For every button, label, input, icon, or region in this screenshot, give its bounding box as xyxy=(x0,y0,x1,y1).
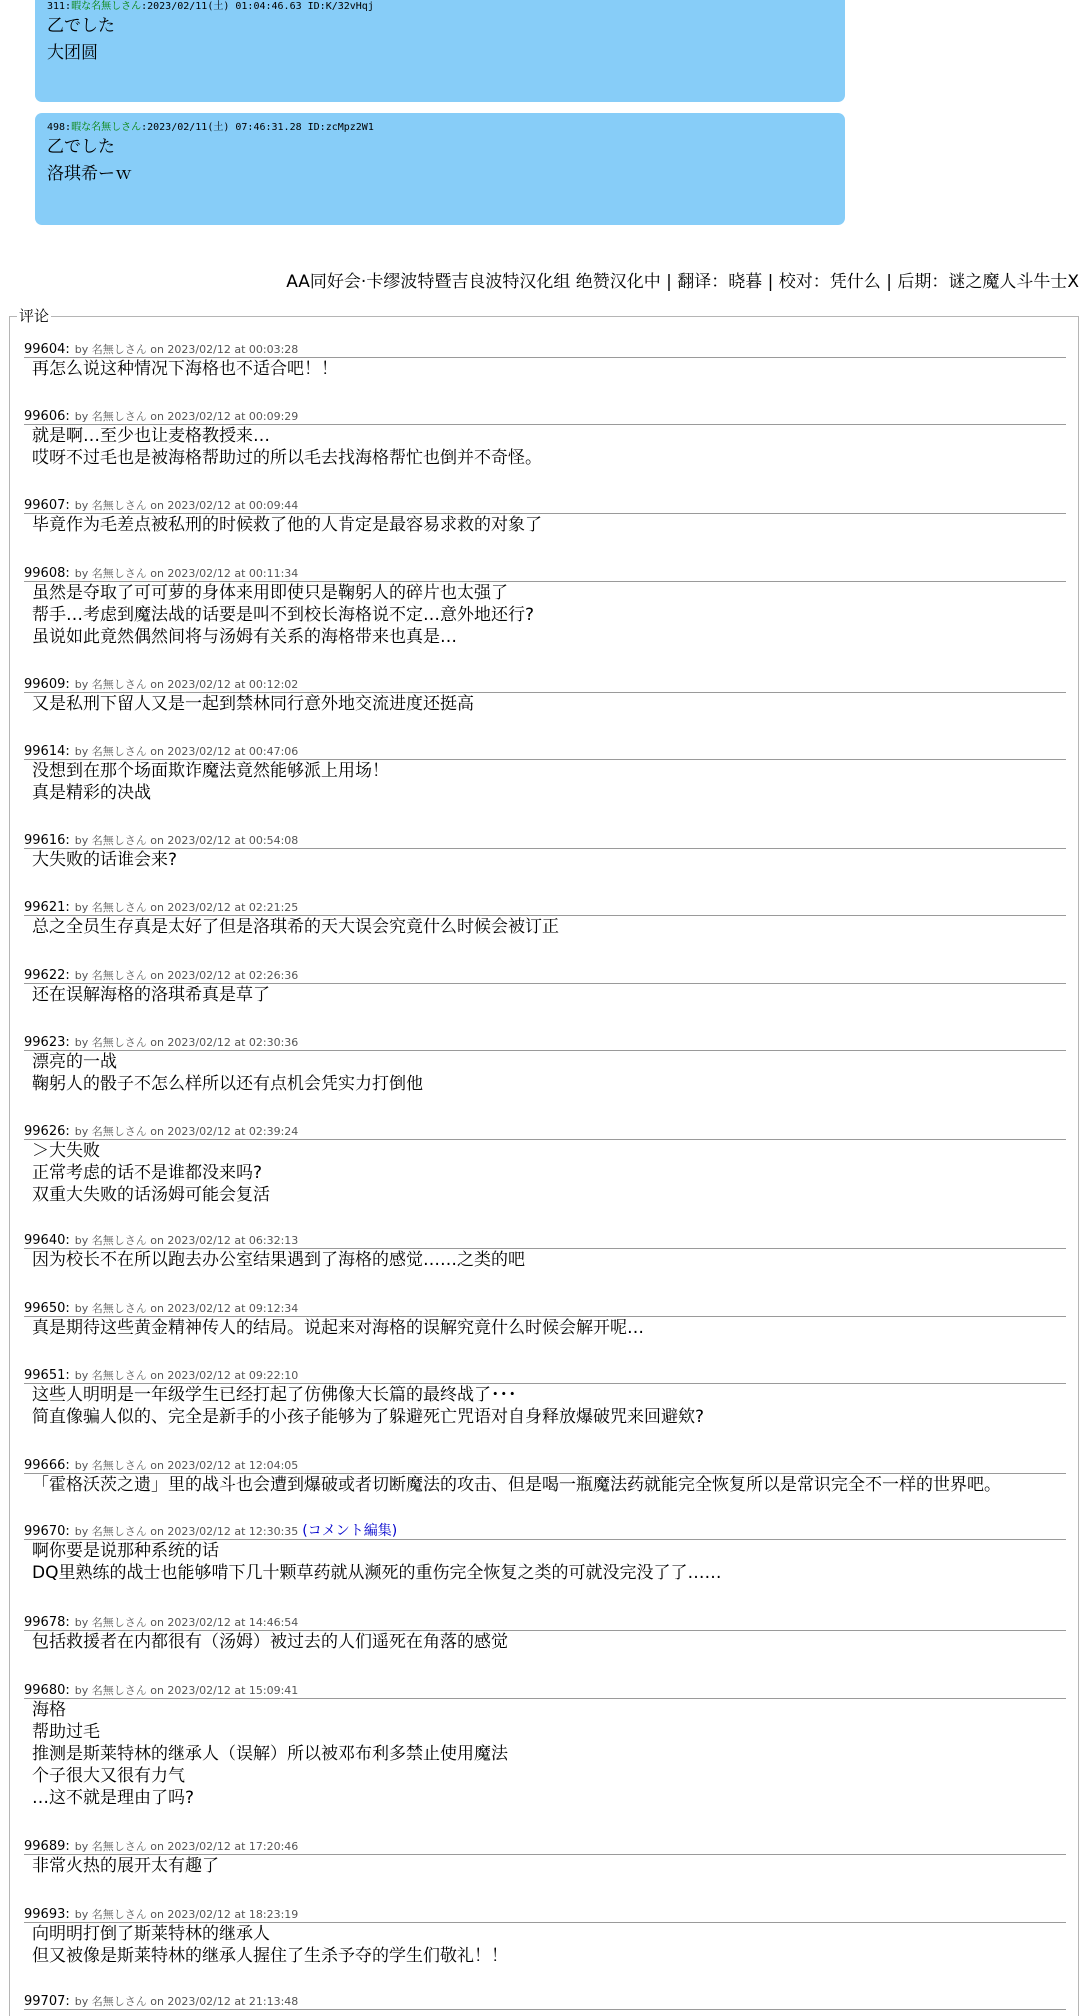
comment-number: 99616: xyxy=(24,833,70,848)
comment-line: DQ里熟练的战士也能够啃下几十颗草药就从濒死的重伤完全恢复之类的可就没完没了了…… xyxy=(32,1563,722,1583)
comment-line: 帮手…考虑到魔法战的话要是叫不到校长海格说不定…意外地还行? xyxy=(32,605,535,625)
comment-item xyxy=(24,1615,1066,1653)
post-card xyxy=(35,113,845,225)
comment-number: 99622: xyxy=(24,968,70,983)
comment-header xyxy=(24,1994,1066,2010)
comment-header xyxy=(24,968,1066,984)
comment-number: 99626: xyxy=(24,1124,70,1139)
comment-header xyxy=(24,342,1066,358)
comment-meta: by 名無しさん on 2023/02/12 at 12:04:05 xyxy=(74,1459,299,1472)
comment-item xyxy=(24,744,1066,804)
comment-meta: by 名無しさん on 2023/02/12 at 00:12:02 xyxy=(74,678,299,691)
comment-meta: by 名無しさん on 2023/02/12 at 15:09:41 xyxy=(74,1684,299,1697)
comment-line: 漂亮的一战 xyxy=(32,1052,117,1072)
comment-line: 海格 xyxy=(32,1700,66,1720)
comment-item xyxy=(24,1233,1066,1271)
comment-line: 「霍格沃茨之遗」里的战斗也会遭到爆破或者切断魔法的攻击、但是喝一瓶魔法药就能完全恢复所以是常识完全不一样的世界吧。 xyxy=(32,1475,1001,1495)
comment-meta: by 名無しさん on 2023/02/12 at 09:22:10 xyxy=(74,1369,299,1382)
comment-number: 99680: xyxy=(24,1683,70,1698)
comment-item xyxy=(24,1458,1066,1496)
comment-header xyxy=(24,1035,1066,1051)
comment-header xyxy=(24,1368,1066,1384)
comment-meta: by 名無しさん on 2023/02/12 at 18:23:19 xyxy=(74,1908,299,1921)
comment-number: 99614: xyxy=(24,744,70,759)
comment-meta: by 名無しさん on 2023/02/12 at 00:54:08 xyxy=(74,834,299,847)
comment-item xyxy=(24,566,1066,648)
comment-line: 推测是斯莱特林的继承人（误解）所以被邓布利多禁止使用魔法 xyxy=(32,1744,508,1764)
post-line: 乙でした xyxy=(47,16,115,36)
comment-line: 简直像骗人似的、完全是新手的小孩子能够为了躲避死亡咒语对自身释放爆破咒来回避欸? xyxy=(32,1407,705,1427)
comment-item xyxy=(24,900,1066,938)
comment-number: 99621: xyxy=(24,900,70,915)
post-line: 大团圆 xyxy=(47,43,98,63)
comment-line: …这不就是理由了吗? xyxy=(32,1788,195,1808)
comment-header xyxy=(24,677,1066,693)
comment-line: 没想到在那个场面欺诈魔法竟然能够派上用场！ xyxy=(32,761,389,781)
comment-line: 哎呀不过毛也是被海格帮助过的所以毛去找海格帮忙也倒并不奇怪。 xyxy=(32,448,542,468)
comment-meta: by 名無しさん on 2023/02/12 at 00:03:28 xyxy=(74,343,299,356)
comment-number: 99606: xyxy=(24,409,70,424)
comment-meta: by 名無しさん on 2023/02/12 at 02:21:25 xyxy=(74,901,299,914)
comment-header xyxy=(24,833,1066,849)
comment-meta: by 名無しさん on 2023/02/12 at 02:30:36 xyxy=(74,1036,299,1049)
comment-number: 99678: xyxy=(24,1615,70,1630)
comment-meta: by 名無しさん on 2023/02/12 at 17:20:46 xyxy=(74,1840,299,1853)
comment-line: 总之全员生存真是太好了但是洛琪希的天大误会究竟什么时候会被订正 xyxy=(32,917,559,937)
comment-meta: by 名無しさん on 2023/02/12 at 00:47:06 xyxy=(74,745,299,758)
comment-number: 99651: xyxy=(24,1368,70,1383)
comment-meta: by 名無しさん on 2023/02/12 at 00:09:44 xyxy=(74,499,299,512)
comment-number: 99707: xyxy=(24,1994,70,2009)
comment-line: 包括救援者在内都很有（汤姆）被过去的人们遥死在角落的感觉 xyxy=(32,1632,508,1652)
comment-header xyxy=(24,900,1066,916)
comment-item xyxy=(24,498,1066,536)
comment-header xyxy=(24,409,1066,425)
comment-item xyxy=(24,1035,1066,1095)
comment-meta: by 名無しさん on 2023/02/12 at 09:12:34 xyxy=(74,1302,299,1315)
comment-header xyxy=(24,744,1066,760)
comment-line: 再怎么说这种情况下海格也不适合吧！！ xyxy=(32,359,338,379)
comment-line: ＞大失败 xyxy=(32,1141,100,1161)
comment-line: 还在误解海格的洛琪希真是草了 xyxy=(32,985,270,1005)
comment-header xyxy=(24,1524,1066,1540)
comment-meta: by 名無しさん on 2023/02/12 at 12:30:35 xyxy=(74,1525,299,1538)
comment-line: 个子很大又很有力气 xyxy=(32,1766,185,1786)
comment-meta: by 名無しさん on 2023/02/12 at 00:11:34 xyxy=(74,567,299,580)
comment-line: 真是期待这些黄金精神传人的结局。说起来对海格的误解究竟什么时候会解开呢… xyxy=(32,1318,644,1338)
post-number: 311: xyxy=(47,1,72,12)
comment-line: 真是精彩的决战 xyxy=(32,783,151,803)
poster-name: 暇な名無しさん xyxy=(71,1,142,12)
comment-header xyxy=(24,1683,1066,1699)
comment-item xyxy=(24,409,1066,469)
comment-item xyxy=(24,342,1066,380)
comment-number: 99693: xyxy=(24,1907,70,1922)
comment-line: 这些人明明是一年级学生已经打起了仿佛像大长篇的最终战了･･･ xyxy=(32,1385,517,1405)
comment-line: 就是啊…至少也让麦格教授来… xyxy=(32,426,270,446)
comment-number: 99607: xyxy=(24,498,70,513)
comment-item xyxy=(24,1524,1066,1584)
comment-line: 大失败的话谁会来? xyxy=(32,850,178,870)
comment-line: 虽然是夺取了可可萝的身体来用即使只是鞠躬人的碎片也太强了 xyxy=(32,583,508,603)
comment-line: 啊你要是说那种系统的话 xyxy=(32,1541,219,1561)
comment-number: 99666: xyxy=(24,1458,70,1473)
comment-line: 鞠躬人的骰子不怎么样所以还有点机会凭实力打倒他 xyxy=(32,1074,423,1094)
comment-number: 99623: xyxy=(24,1035,70,1050)
comment-item xyxy=(24,833,1066,871)
post-meta xyxy=(47,0,833,13)
comments-section xyxy=(9,307,1079,2016)
comment-item xyxy=(24,1368,1066,1428)
comment-line: 虽说如此竟然偶然间将与汤姆有关系的海格带来也真是… xyxy=(32,627,457,647)
post-meta xyxy=(47,113,833,134)
comment-header xyxy=(24,1907,1066,1923)
comment-header xyxy=(24,1615,1066,1631)
comment-line: 毕竟作为毛差点被私刑的时候救了他的人肯定是最容易求救的对象了 xyxy=(32,515,542,535)
comment-line: 帮助过毛 xyxy=(32,1722,100,1742)
comment-number: 99670: xyxy=(24,1524,70,1539)
comment-number: 99604: xyxy=(24,342,70,357)
comment-meta: by 名無しさん on 2023/02/12 at 06:32:13 xyxy=(74,1234,299,1247)
comment-number: 99689: xyxy=(24,1839,70,1854)
comment-meta: by 名無しさん on 2023/02/12 at 21:13:48 xyxy=(74,1995,299,2008)
comment-item xyxy=(24,1301,1066,1339)
comment-item xyxy=(24,1683,1066,1809)
comment-meta: by 名無しさん on 2023/02/12 at 02:26:36 xyxy=(74,969,299,982)
comment-header xyxy=(24,1124,1066,1140)
comment-number: 99609: xyxy=(24,677,70,692)
post-line: 乙でした xyxy=(47,137,115,157)
comment-item xyxy=(24,677,1066,715)
comment-header xyxy=(24,566,1066,582)
comment-header xyxy=(24,1233,1066,1249)
post-number: 498: xyxy=(47,122,72,133)
post-line: 洛琪希ーｗ xyxy=(47,164,132,184)
comment-item xyxy=(24,1839,1066,1877)
comments-label: 评论 xyxy=(19,307,50,325)
post-body xyxy=(47,134,833,188)
comment-item xyxy=(24,968,1066,1006)
comment-meta: by 名無しさん on 2023/02/12 at 14:46:54 xyxy=(74,1616,299,1629)
comment-line: 正常考虑的话不是谁都没来吗? xyxy=(32,1163,263,1183)
comment-header xyxy=(24,498,1066,514)
comment-line: 又是私刑下留人又是一起到禁林同行意外地交流进度还挺高 xyxy=(32,694,474,714)
comment-edit-link[interactable]: (コメント編集) xyxy=(302,1523,398,1539)
comment-line: 向明明打倒了斯莱特林的继承人 xyxy=(32,1924,270,1944)
comment-header xyxy=(24,1458,1066,1474)
poster-name: 暇な名無しさん xyxy=(71,122,142,133)
comment-number: 99608: xyxy=(24,566,70,581)
comment-item xyxy=(24,1124,1066,1206)
comment-meta: by 名無しさん on 2023/02/12 at 02:39:24 xyxy=(74,1125,299,1138)
comment-number: 99640: xyxy=(24,1233,70,1248)
post-date-id: :2023/02/11(土) 07:46:31.28 ID:zcMpz2W1 xyxy=(141,122,374,133)
comment-line: 因为校长不在所以跑去办公室结果遇到了海格的感觉……之类的吧 xyxy=(32,1250,525,1270)
comment-header xyxy=(24,1839,1066,1855)
post-card xyxy=(35,0,845,102)
translation-credits: AA同好会·卡缪波特暨吉良波特汉化组 绝赞汉化中 | 翻译：晓暮 | 校对：凭什么 | 后期：谜之魔人斗牛士X xyxy=(286,272,1079,292)
comment-meta: by 名無しさん on 2023/02/12 at 00:09:29 xyxy=(74,410,299,423)
post-date-id: :2023/02/11(土) 01:04:46.63 ID:K/32vHqj xyxy=(141,1,374,12)
comment-item xyxy=(24,1994,1066,2010)
comment-item xyxy=(24,1907,1066,1967)
comment-line: 双重大失败的话汤姆可能会复活 xyxy=(32,1185,270,1205)
comment-line: 非常火热的展开太有趣了 xyxy=(32,1856,219,1876)
post-body xyxy=(47,13,833,67)
comment-number: 99650: xyxy=(24,1301,70,1316)
comment-header xyxy=(24,1301,1066,1317)
comment-line: 但又被像是斯莱特林的继承人握住了生杀予夺的学生们敬礼！！ xyxy=(32,1946,508,1966)
